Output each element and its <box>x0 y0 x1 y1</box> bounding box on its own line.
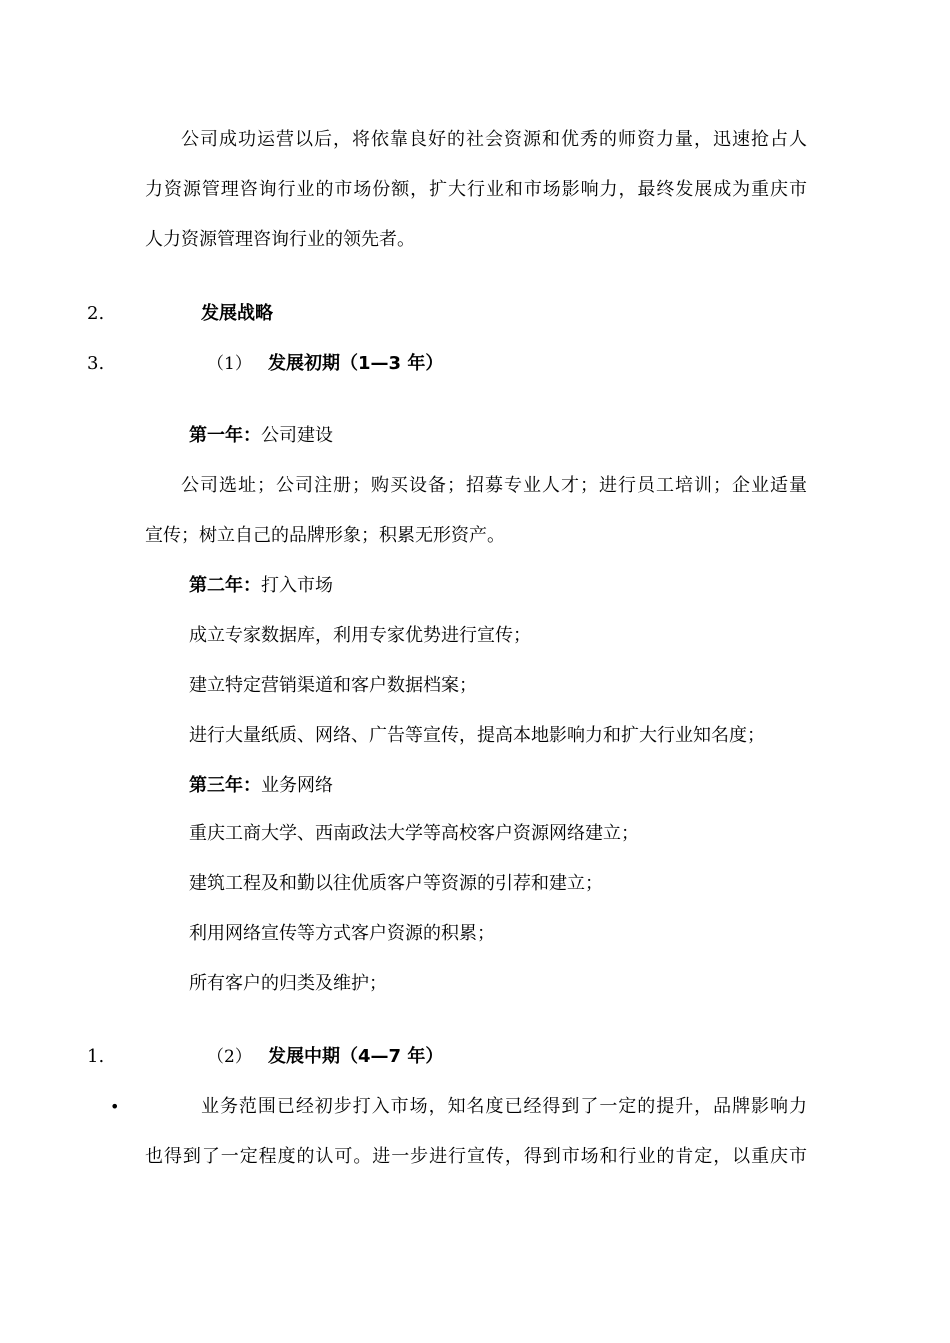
year3-label: 第三年： <box>189 775 261 796</box>
year3-item: 建筑工程及和勤以往优质客户等资源的引荐和建立； <box>189 873 603 894</box>
phase2-number: 1. <box>87 1046 105 1067</box>
phase1-title: 发展初期（1—3 年） <box>268 353 444 374</box>
year3-item: 所有客户的归类及维护； <box>189 973 387 994</box>
year1-topic: 公司建设 <box>261 425 333 446</box>
year2-item: 进行大量纸质、网络、广告等宣传，提高本地影响力和扩大行业知名度； <box>189 725 765 746</box>
phase2-line-1: 业务范围已经初步打入市场，知名度已经得到了一定的提升，品牌影响力 <box>201 1096 807 1117</box>
intro-line-3: 人力资源管理咨询行业的领先者。 <box>145 229 415 250</box>
year1-heading <box>189 424 333 448</box>
year2-heading <box>189 574 333 598</box>
phase2-sub-number: （2） <box>207 1047 252 1067</box>
year1-line-1: 公司选址；公司注册；购买设备；招募专业人才；进行员工培训；企业适量 <box>181 475 807 496</box>
year1-label: 第一年： <box>189 425 261 446</box>
bullet-icon: • <box>110 1097 120 1116</box>
intro-line-2: 力资源管理咨询行业的市场份额，扩大行业和市场影响力，最终发展成为重庆市 <box>145 179 807 200</box>
year2-label: 第二年： <box>189 575 261 596</box>
section-number: 2. <box>87 303 105 324</box>
phase1-sub-number: （1） <box>207 354 252 374</box>
year1-line-2: 宣传；树立自己的品牌形象；积累无形资产。 <box>145 525 505 546</box>
year3-item: 重庆工商大学、西南政法大学等高校客户资源网络建立； <box>189 823 639 844</box>
year3-item: 利用网络宣传等方式客户资源的积累； <box>189 923 495 944</box>
year3-topic: 业务网络 <box>261 775 333 796</box>
phase2-title: 发展中期（4—7 年） <box>268 1046 444 1067</box>
year2-item: 建立特定营销渠道和客户数据档案； <box>189 675 477 696</box>
intro-line-1: 公司成功运营以后，将依靠良好的社会资源和优秀的师资力量，迅速抢占人 <box>181 129 807 150</box>
year2-item: 成立专家数据库，利用专家优势进行宣传； <box>189 625 531 646</box>
year2-topic: 打入市场 <box>261 575 333 596</box>
section-title: 发展战略 <box>201 303 273 324</box>
year3-heading <box>189 774 333 798</box>
phase2-line-2: 也得到了一定程度的认可。进一步进行宣传，得到市场和行业的肯定，以重庆市 <box>145 1146 807 1167</box>
phase1-number: 3. <box>87 353 105 374</box>
